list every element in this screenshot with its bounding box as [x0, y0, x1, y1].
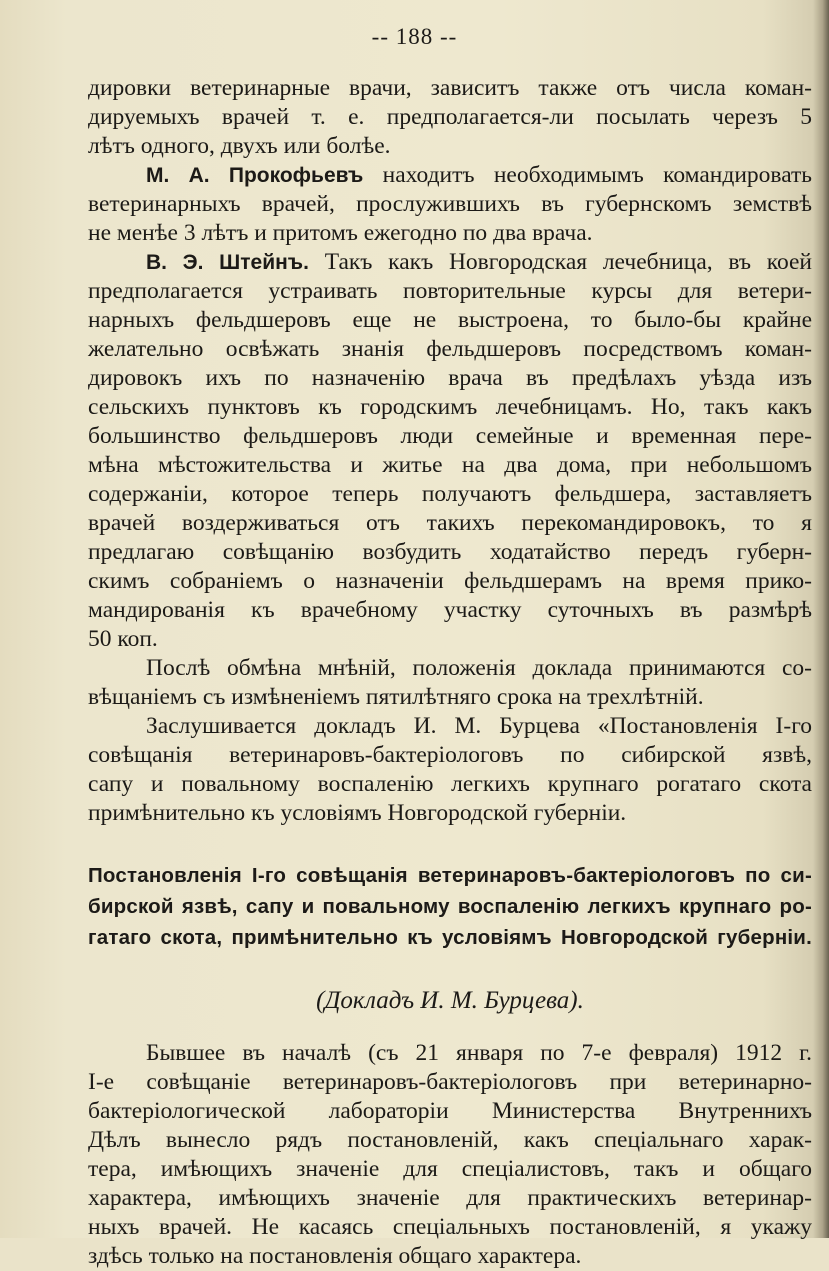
page-body — [88, 74, 812, 1271]
text-line: лѣтъ одного, двухъ или болѣе. — [88, 133, 391, 159]
text-line — [88, 161, 812, 190]
title-line: Постановленія I-го совѣщанія ветеринаровъ-бактеріологовъ по си- — [88, 864, 812, 887]
paragraph-stein — [88, 248, 812, 654]
text-line: Послѣ обмѣна мнѣній, положенія доклада принимаются со- — [146, 655, 812, 681]
text-line: I-е совѣщаніе ветеринаровъ-бактеріологовъ при ветеринарно- — [88, 1069, 812, 1095]
text-line: врачей воздерживаться отъ такихъ перекомандировокъ, то я — [88, 510, 812, 536]
text-line: бактеріологической лабораторіи Министерства Внутреннихъ — [88, 1098, 812, 1124]
text-line: Заслушивается докладъ И. М. Бурцева «Постановленія I-го — [146, 713, 812, 739]
text-line: большинство фельдшеровъ люди семейные и временная пере- — [88, 423, 812, 449]
text-line: дировки ветеринарные врачи, зависитъ также отъ числа коман- — [88, 75, 812, 101]
text-line: дируемыхъ врачей т. е. предполагается-ли посылать черезъ 5 — [88, 104, 812, 130]
title-line: бирской язвѣ, сапу и повальному воспаленію легкихъ крупнаго ро- — [88, 895, 812, 918]
text-line — [88, 248, 812, 277]
paragraph-prokofiev — [88, 161, 812, 248]
paragraph-6 — [88, 1039, 812, 1271]
text-line: характера, имѣющихъ значеніе для практическихъ ветеринар- — [88, 1185, 812, 1211]
text-line: желательно освѣжать знанія фельдшеровъ посредствомъ коман- — [88, 336, 812, 362]
text-line: здѣсь только на постановленія общаго характера. — [88, 1243, 582, 1269]
page-edge-shadow — [813, 0, 829, 1238]
text-line: вѣщаніемъ съ измѣненіемъ пятилѣтняго срока на трехлѣтній. — [88, 684, 704, 710]
text-line: нарныхъ фельдшеровъ еще не выстроена, то было-бы крайне — [88, 307, 812, 333]
text-line: Дѣлъ вынесло рядъ постановленій, какъ спеціальнаго харак- — [88, 1127, 812, 1153]
paragraph-4 — [88, 654, 812, 712]
paragraph-5 — [88, 712, 812, 828]
text-line: 50 коп. — [88, 626, 158, 652]
text-line: примѣнительно къ условіямъ Новгородской губерніи. — [88, 800, 627, 826]
text-line: ныхъ врачей. Не касаясь спеціальныхъ постановленій, я укажу — [88, 1214, 812, 1240]
text-line: совѣщанія ветеринаровъ-бактеріологовъ по сибирской язвѣ, — [88, 742, 812, 768]
text-line: мандированія къ врачебному участку суточныхъ въ размѣрѣ — [88, 597, 812, 623]
text-line: скимъ собраніемъ о назначеніи фельдшерамъ на время прико- — [88, 568, 812, 594]
text-line: тера, имѣющихъ значеніе для спеціалистовъ, такъ и общаго — [88, 1156, 812, 1182]
speaker-text: находитъ необходимымъ командировать — [382, 162, 812, 188]
speaker-name: В. Э. Штейнъ. — [146, 251, 309, 274]
spacer — [88, 1021, 812, 1039]
text-line: предлагаю совѣщанію возбудить ходатайство передъ губерн- — [88, 539, 812, 565]
section-title — [88, 860, 812, 953]
text-line: дировокъ ихъ по назначенію врача въ предѣлахъ уѣзда изъ — [88, 365, 812, 391]
text-line: ветеринарныхъ врачей, прослужившихъ въ губернскомъ земствѣ — [88, 191, 812, 217]
text-line: мѣна мѣстожительства и житье на два дома, при небольшомъ — [88, 452, 812, 478]
text-line: содержаніи, которое теперь получаютъ фельдшера, заставляетъ — [88, 481, 812, 507]
text-line: предполагается устраивать повторительные курсы для ветери- — [88, 278, 812, 304]
text-line: Бывшее въ началѣ (съ 21 января по 7-е февраля) 1912 г. — [146, 1040, 812, 1066]
speaker-text: Такъ какъ Новгородская лечебница, въ коей — [324, 249, 813, 275]
paragraph-1 — [88, 74, 812, 161]
text-line: не менѣе 3 лѣтъ и притомъ ежегодно по два врача. — [88, 220, 593, 246]
text-line: сельскихъ пунктовъ къ городскимъ лечебницамъ. Но, такъ какъ — [88, 394, 812, 420]
speaker-name: М. А. Прокофьевъ — [146, 164, 364, 187]
text-line: сапу и повальному воспаленію легкихъ крупнаго рогатаго скота — [88, 771, 812, 797]
report-credit: (Докладъ И. М. Бурцева). — [316, 987, 584, 1014]
title-line: гатаго скота, примѣнительно къ условіямъ Новгородской губерніи. — [88, 926, 812, 949]
page-number: -- 188 -- — [371, 24, 458, 49]
